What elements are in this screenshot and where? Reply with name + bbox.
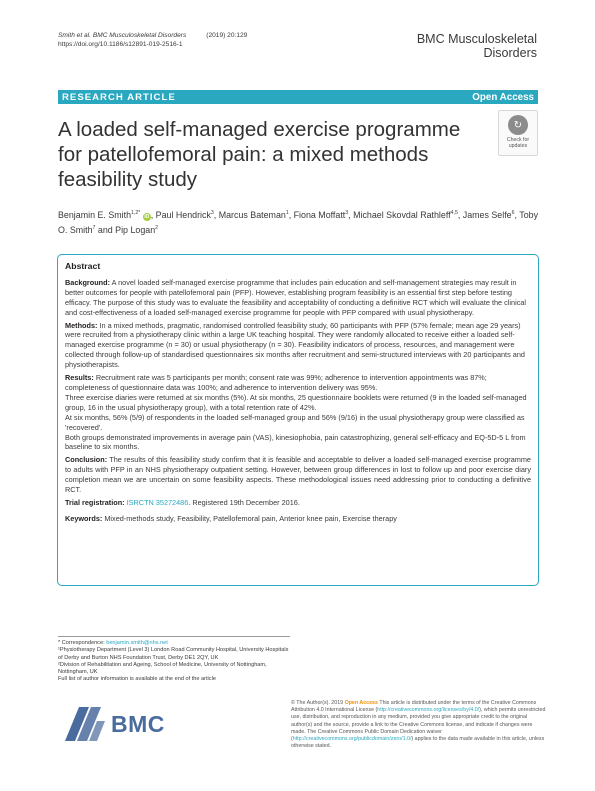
abstract-results-para: Three exercise diaries were returned at six months (5%). At six months, 25 questionnaire booklets were returned (9 in the loaded self-managed group, 16 in the usual physiotherapy group), with a total retention rate of 42%. xyxy=(65,392,527,412)
badge-line2: updates xyxy=(508,143,528,149)
author-name[interactable]: Benjamin E. Smith xyxy=(58,209,132,220)
article-title: A loaded self-managed exercise programme for patellofemoral pain: a mixed methods feasibility study xyxy=(58,118,461,191)
refresh-icon: ↻ xyxy=(508,115,528,135)
abstract-results-para: Both groups demonstrated improvements in average pain (VAS), kinesiophobia, pain catastrophizing, general self-efficacy and EQ-5D-5 L from baseline to six months. xyxy=(65,432,526,452)
article-type-ribbon xyxy=(58,90,538,104)
bmc-logo-icon xyxy=(65,707,105,741)
author-name[interactable]: and Pip Logan xyxy=(95,225,156,236)
citation-text: Smith et al. BMC Musculoskeletal Disorders xyxy=(58,32,187,39)
abstract-conclusion: Conclusion: The results of this feasibility study confirm that it is feasible and acceptable to deliver a loaded self-managed exercise programme to adults with PFP in an NHS physiotherapy outpatient setting. However, between group differences in lost to follow up and poor exercise diary completion mean we are uncertain on some feasibility aspects. These methodological issues need addressing prior to conducting a definitive RCT. xyxy=(65,455,531,495)
author-list: Benjamin E. Smith$^{1,2*}$ iD , Paul Hendrick$^3$, Marcus Bateman$^1$, Fiona Moffatt$^3$, Michael Skovdal Rathleff$^{4,5}$, James Selfe$^6$, Toby O. Smith$^7$ and Pip Logan$^2$ xyxy=(58,209,539,236)
author-name[interactable]: , Michael Skovdal Rathleff xyxy=(348,209,451,220)
license-text: © The Author(s). 2019 Open Access This article is distributed under the terms of the Creative Commons Attribution 4.0 International License (http://creativecommons.org/licenses/by/4.0/), which permits unrestricted use, distribution, and reproduction in any medium, provided you give appropriate credit to the original author(s) and the source, provide a link to the Creative Commons license, and indicate if changes were made. The Creative Commons Public Domain Dedication waiver (http://creativecommons.org/publicdomain/zero/1.0/) applies to the data made available in this article, unless otherwise stated. xyxy=(291,700,546,750)
running-header-citation xyxy=(58,31,247,49)
abstract-heading: Abstract xyxy=(65,261,101,271)
abstract-methods: Methods: In a mixed methods, pragmatic, randomised controlled feasibility study, 60 participants with PFP (57% female; mean age 29 years) were recruited from a physiotherapy clinic within a large UK teaching hospital. They were randomly allocated to receive either a loaded self-managed exercise programme (n = 30) or usual physiotherapy (n = 30). Feasibility indicators of process, resources, and management were collected through follow-up of standardised questionnaires six months after recruitment and semi-structured interviews with 20 participants and physiotherapists. xyxy=(65,320,525,370)
trial-registry-link[interactable]: ISRCTN 35272486 xyxy=(126,497,189,507)
correspondence: * Correspondence: benjamin.smith@nhs.net xyxy=(58,640,168,646)
author-name[interactable]: , Fiona Moffatt xyxy=(288,209,346,220)
badge-line1: Check for xyxy=(506,137,530,143)
affiliation: ²Division of Rehabilitation and Ageing, School of Medicine, University of Nottingham, Nottingham, UK xyxy=(58,661,267,676)
footnote-divider xyxy=(58,636,290,637)
open-access-label: Open Access xyxy=(472,91,534,103)
trial-registration: Trial registration: ISRCTN 35272486. Registered 19th December 2016. xyxy=(65,497,300,507)
abstract-results: Results: Recruitment rate was 5 participants per month; consent rate was 99%; adherence to intervention appointments was 87%; completeness of questionnaire data was 100%; and adherence to intervention delivery was 95%. xyxy=(65,373,487,392)
abstract-box xyxy=(57,254,539,586)
affiliation: ¹Physiotherapy Department (Level 3) London Road Community Hospital, University Hospitals of Derby and Burton NHS Foundation Trust, Derby DE1 2QY, UK xyxy=(58,647,289,661)
abstract-background: Background: A novel loaded self-managed exercise programme that includes pain education and self-management strategies may result in better outcomes for people with patellofemoral pain (PFP). However, establishing program feasibility is an essential first step before testing efficacy. The purpose of this study was to evaluate the feasibility and acceptability of conducting a definitive RCT which will evaluate the clinical and cost-effectiveness of a loaded self-managed exercise programme for people with PFP compared with usual physiotherapy. xyxy=(65,277,527,317)
author-name[interactable]: , Toby O. Smith xyxy=(58,209,539,236)
year-volume: (2019) 20:129 xyxy=(206,32,248,39)
doi-link[interactable]: https://doi.org/10.1186/s12891-019-2516-1 xyxy=(58,41,183,48)
license-link[interactable]: http://creativecommons.org/licenses/by/4.0/ xyxy=(377,707,480,714)
author-name[interactable]: , Marcus Bateman xyxy=(213,209,286,220)
journal-name: BMC Musculoskeletal Disorders xyxy=(416,32,537,60)
bmc-logo xyxy=(65,706,180,742)
footnotes xyxy=(58,640,290,684)
keywords: Keywords: Mixed-methods study, Feasibility, Patellofemoral pain, Anterior knee pain, Exercise therapy xyxy=(65,513,397,523)
bmc-logo-text: BMC xyxy=(111,710,165,737)
abstract-results-para: At six months, 56% (5/9) of respondents in the loaded self-managed group and 56% (9/16) in the usual physiotherapy group were classified as 'recovered'. xyxy=(65,412,525,432)
check-for-updates-badge[interactable] xyxy=(498,110,538,156)
author-info-note: Full list of author information is available at the end of the article xyxy=(58,676,216,683)
article-type: RESEARCH ARTICLE xyxy=(62,91,176,103)
email-link[interactable]: benjamin.smith@nhs.net xyxy=(106,640,168,646)
author-name[interactable]: , James Selfe xyxy=(457,209,512,220)
author-name[interactable]: , Paul Hendrick xyxy=(150,209,211,220)
orcid-icon[interactable]: iD xyxy=(144,213,150,220)
public-domain-link[interactable]: http://creativecommons.org/publicdomain/zero/1.0/ xyxy=(292,736,412,743)
